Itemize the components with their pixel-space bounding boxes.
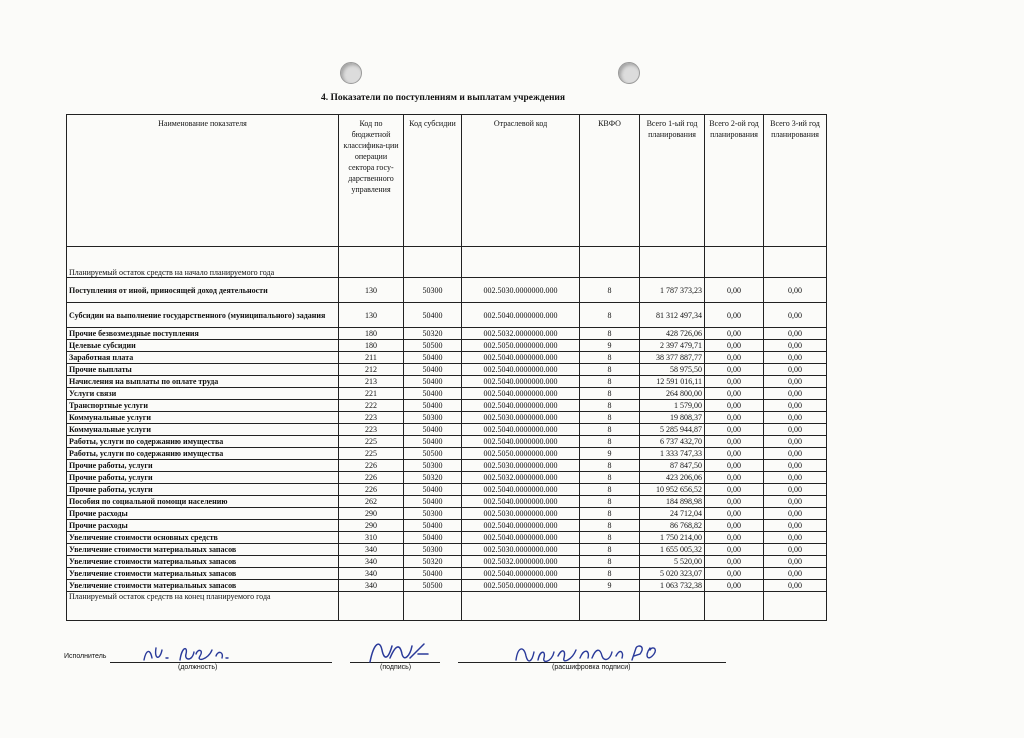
row-year2: 0,00 — [705, 448, 764, 460]
row-name: Прочие работы, услуги — [67, 460, 339, 472]
row-year1: 423 206,06 — [640, 472, 705, 484]
row-industry-code: 002.5040.0000000.000 — [462, 424, 580, 436]
row-kosgu: 290 — [339, 520, 404, 532]
table-row — [67, 352, 827, 364]
header-kosgu: Код по бюджетной классифика-ции операции сектора госу-дарственного управления — [339, 115, 404, 247]
table-row — [67, 484, 827, 496]
row-year2: 0,00 — [705, 328, 764, 340]
row-kosgu: 310 — [339, 532, 404, 544]
row-subsidy-code: 50300 — [404, 460, 462, 472]
row-name: Прочие работы, услуги — [67, 472, 339, 484]
row-year1: 24 712,04 — [640, 508, 705, 520]
row-year2: 0,00 — [705, 544, 764, 556]
row-kosgu: 222 — [339, 400, 404, 412]
row-kvfo: 8 — [580, 568, 640, 580]
row-industry-code: 002.5040.0000000.000 — [462, 400, 580, 412]
row-kvfo: 8 — [580, 544, 640, 556]
row-kvfo: 8 — [580, 532, 640, 544]
start-balance-label: Планируемый остаток средств на начало планируемого года — [67, 247, 339, 278]
row-year2: 0,00 — [705, 364, 764, 376]
row-year3: 0,00 — [764, 400, 827, 412]
row-kosgu: 340 — [339, 580, 404, 592]
row-kvfo: 8 — [580, 436, 640, 448]
row-year1: 1 655 005,32 — [640, 544, 705, 556]
row-year3: 0,00 — [764, 448, 827, 460]
row-year3: 0,00 — [764, 460, 827, 472]
table-row — [67, 472, 827, 484]
row-year3: 0,00 — [764, 352, 827, 364]
row-subsidy-code: 50400 — [404, 568, 462, 580]
row-kosgu: 130 — [339, 303, 404, 328]
row-subsidy-code: 50400 — [404, 352, 462, 364]
row-kvfo: 8 — [580, 400, 640, 412]
row-subsidy-code: 50500 — [404, 340, 462, 352]
row-industry-code: 002.5030.0000000.000 — [462, 460, 580, 472]
table-row — [67, 376, 827, 388]
row-industry-code: 002.5040.0000000.000 — [462, 303, 580, 328]
row-industry-code: 002.5040.0000000.000 — [462, 388, 580, 400]
row-kosgu: 226 — [339, 472, 404, 484]
table-row — [67, 556, 827, 568]
table-row — [67, 508, 827, 520]
row-subsidy-code: 50400 — [404, 388, 462, 400]
row-year2: 0,00 — [705, 303, 764, 328]
row-year1: 1 787 373,23 — [640, 278, 705, 303]
row-year1: 428 726,06 — [640, 328, 705, 340]
row-year2: 0,00 — [705, 472, 764, 484]
row-name: Поступления от иной, приносящей доход деятельности — [67, 278, 339, 303]
table-row — [67, 460, 827, 472]
row-subsidy-code: 50400 — [404, 424, 462, 436]
row-year3: 0,00 — [764, 580, 827, 592]
row-year2: 0,00 — [705, 460, 764, 472]
row-subsidy-code: 50400 — [404, 436, 462, 448]
row-subsidy-code: 50400 — [404, 376, 462, 388]
row-subsidy-code: 50400 — [404, 364, 462, 376]
row-year2: 0,00 — [705, 532, 764, 544]
row-industry-code: 002.5040.0000000.000 — [462, 484, 580, 496]
row-name: Прочие работы, услуги — [67, 484, 339, 496]
row-year1: 1 750 214,00 — [640, 532, 705, 544]
row-kvfo: 8 — [580, 328, 640, 340]
row-kvfo: 8 — [580, 556, 640, 568]
row-year3: 0,00 — [764, 508, 827, 520]
row-year3: 0,00 — [764, 484, 827, 496]
row-name: Прочие безвозмездные поступления — [67, 328, 339, 340]
row-year2: 0,00 — [705, 388, 764, 400]
end-balance-row — [67, 592, 827, 621]
row-year2: 0,00 — [705, 484, 764, 496]
row-subsidy-code: 50300 — [404, 278, 462, 303]
table-row — [67, 580, 827, 592]
row-year2: 0,00 — [705, 568, 764, 580]
row-name: Увеличение стоимости материальных запасов — [67, 580, 339, 592]
row-name: Начисления на выплаты по оплате труда — [67, 376, 339, 388]
row-year2: 0,00 — [705, 556, 764, 568]
header-row — [67, 115, 827, 247]
row-industry-code: 002.5050.0000000.000 — [462, 340, 580, 352]
row-year3: 0,00 — [764, 544, 827, 556]
row-name: Заработная плата — [67, 352, 339, 364]
row-industry-code: 002.5032.0000000.000 — [462, 472, 580, 484]
row-year3: 0,00 — [764, 436, 827, 448]
header-year1: Всего 1-ый год планирования — [640, 115, 705, 247]
row-kosgu: 340 — [339, 544, 404, 556]
row-kvfo: 8 — [580, 520, 640, 532]
row-subsidy-code: 50400 — [404, 532, 462, 544]
start-balance-row — [67, 247, 827, 278]
decoding-caption: (расшифровка подписи) — [552, 664, 631, 671]
row-subsidy-code: 50500 — [404, 448, 462, 460]
row-subsidy-code: 50320 — [404, 328, 462, 340]
row-year1: 81 312 497,34 — [640, 303, 705, 328]
row-industry-code: 002.5030.0000000.000 — [462, 544, 580, 556]
row-kosgu: 211 — [339, 352, 404, 364]
table-row — [67, 388, 827, 400]
row-year3: 0,00 — [764, 328, 827, 340]
position-caption: (должность) — [178, 664, 218, 671]
table-row — [67, 520, 827, 532]
table-row — [67, 544, 827, 556]
table-row — [67, 412, 827, 424]
row-kosgu: 262 — [339, 496, 404, 508]
row-name: Работы, услуги по содержанию имущества — [67, 436, 339, 448]
row-name: Прочие расходы — [67, 508, 339, 520]
row-year1: 58 975,50 — [640, 364, 705, 376]
row-industry-code: 002.5040.0000000.000 — [462, 496, 580, 508]
row-industry-code: 002.5040.0000000.000 — [462, 436, 580, 448]
signature-caption: (подпись) — [380, 664, 412, 671]
table-row — [67, 400, 827, 412]
row-year1: 1 063 732,38 — [640, 580, 705, 592]
row-year2: 0,00 — [705, 352, 764, 364]
row-subsidy-code: 50320 — [404, 472, 462, 484]
table-row — [67, 532, 827, 544]
row-industry-code: 002.5040.0000000.000 — [462, 520, 580, 532]
row-kvfo: 8 — [580, 388, 640, 400]
row-kvfo: 8 — [580, 412, 640, 424]
row-name: Коммунальные услуги — [67, 424, 339, 436]
row-industry-code: 002.5032.0000000.000 — [462, 556, 580, 568]
page-title: 4. Показатели по поступлениям и выплатам учреждения — [320, 93, 566, 103]
table-row — [67, 424, 827, 436]
row-industry-code: 002.5050.0000000.000 — [462, 448, 580, 460]
row-year2: 0,00 — [705, 508, 764, 520]
row-kosgu: 225 — [339, 448, 404, 460]
table-row — [67, 340, 827, 352]
row-year3: 0,00 — [764, 424, 827, 436]
row-year1: 38 377 887,77 — [640, 352, 705, 364]
row-subsidy-code: 50400 — [404, 520, 462, 532]
table-row — [67, 278, 827, 303]
punch-hole-left — [340, 62, 362, 84]
row-year1: 87 847,50 — [640, 460, 705, 472]
row-kvfo: 8 — [580, 303, 640, 328]
row-year3: 0,00 — [764, 376, 827, 388]
row-year1: 1 579,00 — [640, 400, 705, 412]
row-year1: 10 952 656,52 — [640, 484, 705, 496]
table-row — [67, 496, 827, 508]
row-name: Транспортные услуги — [67, 400, 339, 412]
row-name: Услуги связи — [67, 388, 339, 400]
table-row — [67, 436, 827, 448]
row-year3: 0,00 — [764, 556, 827, 568]
table-row — [67, 328, 827, 340]
header-industry-code: Отраслевой код — [462, 115, 580, 247]
row-year2: 0,00 — [705, 340, 764, 352]
row-kosgu: 290 — [339, 508, 404, 520]
row-year3: 0,00 — [764, 496, 827, 508]
row-industry-code: 002.5040.0000000.000 — [462, 568, 580, 580]
header-name: Наименование показателя — [67, 115, 339, 247]
row-kvfo: 8 — [580, 472, 640, 484]
row-year1: 2 397 479,71 — [640, 340, 705, 352]
row-year3: 0,00 — [764, 472, 827, 484]
row-name: Увеличение стоимости материальных запасов — [67, 568, 339, 580]
handwritten-signature — [366, 636, 436, 666]
row-year2: 0,00 — [705, 376, 764, 388]
row-name: Целевые субсидии — [67, 340, 339, 352]
row-name: Увеличение стоимости материальных запасов — [67, 556, 339, 568]
row-kvfo: 8 — [580, 352, 640, 364]
row-kosgu: 180 — [339, 340, 404, 352]
row-subsidy-code: 50400 — [404, 484, 462, 496]
handwritten-decoding — [512, 640, 692, 666]
row-kosgu: 225 — [339, 436, 404, 448]
row-kvfo: 8 — [580, 364, 640, 376]
header-year2: Всего 2-ой год планирования — [705, 115, 764, 247]
table-row — [67, 364, 827, 376]
row-kosgu: 226 — [339, 460, 404, 472]
row-subsidy-code: 50300 — [404, 412, 462, 424]
row-year1: 19 808,37 — [640, 412, 705, 424]
row-year3: 0,00 — [764, 364, 827, 376]
row-year1: 184 898,98 — [640, 496, 705, 508]
row-year2: 0,00 — [705, 436, 764, 448]
row-kvfo: 9 — [580, 340, 640, 352]
row-kvfo: 8 — [580, 508, 640, 520]
row-year3: 0,00 — [764, 568, 827, 580]
row-year3: 0,00 — [764, 388, 827, 400]
row-industry-code: 002.5030.0000000.000 — [462, 508, 580, 520]
row-kosgu: 130 — [339, 278, 404, 303]
header-subsidy-code: Код субсидии — [404, 115, 462, 247]
row-kosgu: 223 — [339, 412, 404, 424]
table-row — [67, 303, 827, 328]
row-year1: 6 737 432,70 — [640, 436, 705, 448]
row-year3: 0,00 — [764, 532, 827, 544]
row-subsidy-code: 50300 — [404, 544, 462, 556]
row-kosgu: 226 — [339, 484, 404, 496]
row-kvfo: 9 — [580, 448, 640, 460]
row-year1: 86 768,82 — [640, 520, 705, 532]
row-year1: 12 591 016,11 — [640, 376, 705, 388]
row-year3: 0,00 — [764, 278, 827, 303]
row-year1: 264 800,00 — [640, 388, 705, 400]
row-subsidy-code: 50500 — [404, 580, 462, 592]
row-subsidy-code: 50320 — [404, 556, 462, 568]
indicators-table — [66, 114, 827, 621]
row-year2: 0,00 — [705, 580, 764, 592]
row-industry-code: 002.5040.0000000.000 — [462, 376, 580, 388]
row-industry-code: 002.5032.0000000.000 — [462, 328, 580, 340]
row-subsidy-code: 50300 — [404, 508, 462, 520]
row-name: Увеличение стоимости материальных запасов — [67, 544, 339, 556]
row-year3: 0,00 — [764, 303, 827, 328]
row-year1: 5 020 323,07 — [640, 568, 705, 580]
row-industry-code: 002.5030.0000000.000 — [462, 278, 580, 303]
row-name: Коммунальные услуги — [67, 412, 339, 424]
table-row — [67, 448, 827, 460]
row-year3: 0,00 — [764, 520, 827, 532]
row-kosgu: 213 — [339, 376, 404, 388]
row-year3: 0,00 — [764, 412, 827, 424]
row-kosgu: 180 — [339, 328, 404, 340]
row-year1: 5 285 944,87 — [640, 424, 705, 436]
row-name: Прочие расходы — [67, 520, 339, 532]
row-subsidy-code: 50400 — [404, 400, 462, 412]
row-year3: 0,00 — [764, 340, 827, 352]
row-kvfo: 9 — [580, 580, 640, 592]
end-balance-label: Планируемый остаток средств на конец планируемого года — [67, 592, 339, 621]
row-industry-code: 002.5040.0000000.000 — [462, 532, 580, 544]
row-kosgu: 223 — [339, 424, 404, 436]
row-industry-code: 002.5040.0000000.000 — [462, 364, 580, 376]
row-industry-code: 002.5040.0000000.000 — [462, 352, 580, 364]
row-kvfo: 8 — [580, 484, 640, 496]
row-industry-code: 002.5030.0000000.000 — [462, 412, 580, 424]
row-kvfo: 8 — [580, 496, 640, 508]
row-kvfo: 8 — [580, 460, 640, 472]
row-name: Работы, услуги по содержанию имущества — [67, 448, 339, 460]
row-year2: 0,00 — [705, 424, 764, 436]
row-year2: 0,00 — [705, 496, 764, 508]
row-kosgu: 221 — [339, 388, 404, 400]
row-kvfo: 8 — [580, 278, 640, 303]
row-name: Субсидии на выполнение государственного (муниципального) задания — [67, 303, 339, 328]
row-year1: 1 333 747,33 — [640, 448, 705, 460]
row-subsidy-code: 50400 — [404, 496, 462, 508]
row-kosgu: 340 — [339, 556, 404, 568]
row-year2: 0,00 — [705, 520, 764, 532]
row-kvfo: 8 — [580, 424, 640, 436]
row-name: Прочие выплаты — [67, 364, 339, 376]
row-name: Увеличение стоимости основных средств — [67, 532, 339, 544]
header-kvfo: КВФО — [580, 115, 640, 247]
handwritten-position — [140, 640, 240, 666]
punch-hole-right — [618, 62, 640, 84]
executor-label: Исполнитель — [64, 653, 107, 660]
row-year2: 0,00 — [705, 400, 764, 412]
row-industry-code: 002.5050.0000000.000 — [462, 580, 580, 592]
header-year3: Всего 3-ий год планирования — [764, 115, 827, 247]
table-row — [67, 568, 827, 580]
row-subsidy-code: 50400 — [404, 303, 462, 328]
row-year2: 0,00 — [705, 278, 764, 303]
row-year2: 0,00 — [705, 412, 764, 424]
row-name: Пособия по социальной помощи населению — [67, 496, 339, 508]
row-year1: 5 520,00 — [640, 556, 705, 568]
row-kvfo: 8 — [580, 376, 640, 388]
row-kosgu: 212 — [339, 364, 404, 376]
row-kosgu: 340 — [339, 568, 404, 580]
